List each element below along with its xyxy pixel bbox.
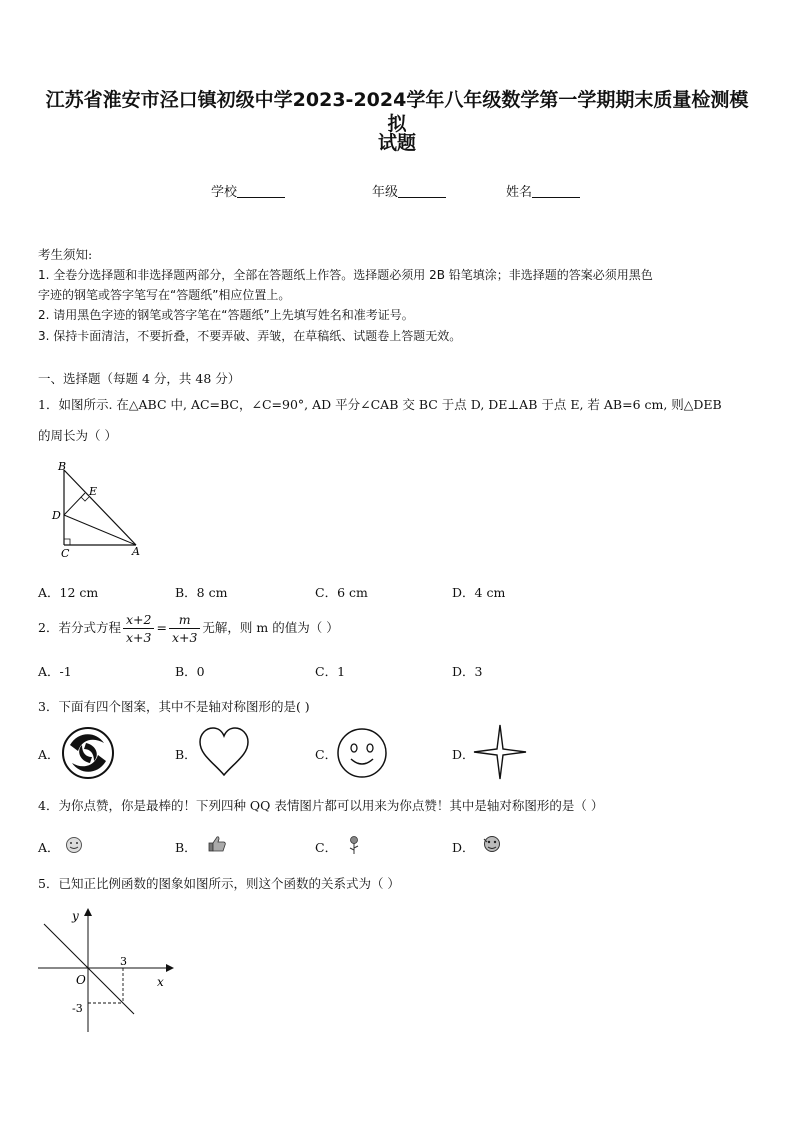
question-1-text-line-2: 的周长为（ ）: [38, 428, 117, 443]
school-blank: [237, 184, 285, 198]
smiley-face-icon: [335, 726, 389, 780]
school-field: [211, 181, 285, 200]
q1-option-b: B．8 cm: [175, 585, 228, 600]
q2-suffix: 无解，则 m 的值为（ ）: [202, 620, 339, 635]
q2-option-d: D．3: [452, 664, 483, 679]
origin-label: O: [76, 973, 86, 987]
emoji-icon: [482, 834, 502, 854]
label-a: A: [132, 545, 140, 558]
function-graph: [34, 904, 184, 1036]
segment-ad: [64, 515, 136, 545]
label-e: E: [89, 485, 98, 498]
rose-icon: [347, 835, 361, 855]
grade-label: 年级: [372, 185, 399, 200]
four-point-star-icon: [472, 723, 528, 781]
label-d: D: [52, 509, 61, 522]
q2-option-b: B．0: [175, 664, 205, 679]
page-title: 江苏省淮安市泾口镇初级中学2023-2024学年八年级数学第一学期期末质量检测模拟: [45, 89, 749, 135]
q3-option-b: B．: [175, 747, 197, 762]
q4-option-d: D．: [452, 840, 475, 855]
grade-field: [372, 181, 446, 200]
q3-option-a: A．: [38, 747, 60, 762]
notice-item-2: 2. 请用黑色字迹的钢笔或答字笔在“答题纸”上先填写姓名和准考证号。: [38, 308, 414, 322]
fraction-2-denominator: x+3: [171, 630, 198, 645]
question-2-text: [38, 611, 758, 646]
q1-option-d: D．4 cm: [452, 585, 506, 600]
fraction-1-numerator: x+2: [123, 611, 154, 629]
school-label: 学校: [211, 185, 238, 200]
right-angle-mark-c: [64, 539, 70, 545]
q1-option-c: C．6 cm: [315, 585, 368, 600]
fraction-2-numerator: m: [169, 611, 200, 629]
q2-option-c: C．1: [315, 664, 346, 679]
tick-label-3: 3: [120, 955, 127, 968]
question-1-text: 1．如图所示. 在△ABC 中, AC=BC，∠C=90°, AD 平分∠CAB 交 BC 于点 D, DE⊥AB 于点 E, 若 AB=6 cm, 则△DEB: [38, 397, 722, 412]
q3-option-d: D．: [452, 747, 475, 762]
notice-heading: 考生须知:: [38, 247, 93, 262]
q2-option-a: A．-1: [38, 664, 72, 679]
fraction-2: [169, 611, 200, 646]
question-5-text: 5．已知正比例函数的图象如图所示，则这个函数的关系式为（ ）: [38, 876, 400, 891]
notice-item-1-line-2: 字迹的钢笔或答字笔写在“答题纸”相应位置上。: [38, 288, 291, 302]
grade-blank: [398, 184, 446, 198]
fraction-1: [123, 611, 154, 646]
function-line: [44, 924, 134, 1014]
notice-item-3: 3. 保持卡面清洁，不要折叠，不要弄破、弄皱，在草稿纸、试题卷上答题无效。: [38, 329, 462, 343]
segment-de: [64, 493, 85, 515]
section-heading: 一、选择题（每题 4 分，共 48 分）: [38, 371, 241, 386]
right-angle-mark-e: [81, 497, 89, 501]
label-b: B: [58, 460, 67, 473]
q1-option-a: A．12 cm: [38, 585, 99, 600]
question-4-text: 4．为你点赞，你是最棒的！下列四种 QQ 表情图片都可以用来为你点赞！其中是轴对称图形的是（ ）: [38, 798, 604, 813]
q2-prefix: 2．若分式方程: [38, 620, 121, 635]
q4-option-c: C．: [315, 840, 338, 855]
notice-item-1-line-1: 1. 全卷分选择题和非选择题两部分，全部在答题纸上作答。选择题必须用 2B 铅笔填涂；非选择题的答案必须用黑色: [38, 268, 653, 282]
q4-option-a: A．: [38, 840, 60, 855]
name-field: [506, 181, 580, 200]
q4-option-b: B．: [175, 840, 197, 855]
q3-option-c: C．: [315, 747, 338, 762]
triangle-figure: [50, 458, 150, 560]
smile-emoji-icon: [65, 836, 83, 854]
thumbs-up-icon: [207, 835, 227, 853]
name-blank: [532, 184, 580, 198]
page-title-line2: 试题: [377, 132, 416, 154]
question-3-text: 3．下面有四个图案，其中不是轴对称图形的是( ): [38, 699, 310, 714]
label-c: C: [61, 547, 70, 560]
heart-icon: [196, 725, 252, 779]
fraction-1-denominator: x+3: [125, 630, 152, 645]
swirl-logo-icon: [60, 725, 116, 781]
equals-sign: =: [156, 620, 167, 635]
side-ab: [64, 470, 136, 545]
name-label: 姓名: [506, 185, 533, 200]
tick-label-neg-3: -3: [72, 1002, 83, 1015]
y-axis-label: y: [72, 909, 79, 923]
x-axis-label: x: [157, 975, 164, 989]
